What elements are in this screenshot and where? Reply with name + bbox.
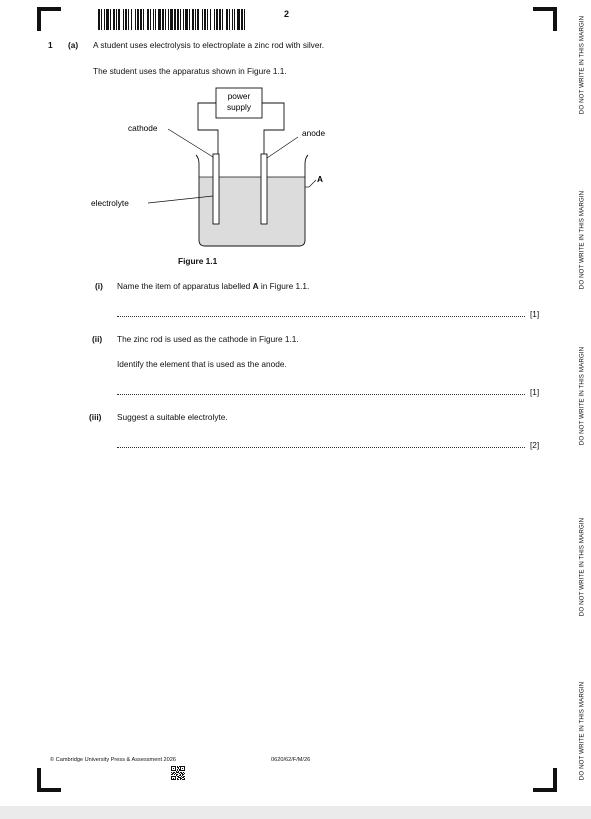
margin-notice-1: DO NOT WRITE IN THIS MARGIN [578, 15, 586, 115]
wire-anode [262, 103, 284, 154]
subpart-ii-statement: The zinc rod is used as the cathode in Figure 1.1. [117, 334, 299, 344]
page-number: 2 [284, 9, 290, 19]
figure-electrolysis-apparatus [80, 82, 360, 252]
anode-rod [261, 154, 267, 224]
power-supply-label-1: power [227, 91, 251, 101]
margin-notice-5: DO NOT WRITE IN THIS MARGIN [578, 681, 586, 781]
label-a: A [317, 174, 323, 184]
question-number: 1 [48, 40, 53, 50]
question-part: (a) [68, 40, 79, 50]
qr-code [171, 766, 185, 780]
answer-line-i[interactable] [117, 316, 525, 317]
power-supply-label-2: supply [227, 102, 251, 112]
subpart-ii-number: (ii) [92, 334, 103, 344]
answer-line-iii[interactable] [117, 447, 525, 448]
corner-mark-top-right [533, 7, 557, 31]
cathode-label: cathode [128, 123, 158, 133]
marks-iii: [2] [530, 440, 540, 450]
margin-column [573, 0, 591, 806]
corner-mark-bottom-right [533, 768, 557, 792]
subpart-ii-question: Identify the element that is used as the anode. [117, 359, 287, 369]
apparatus-line: The student uses the apparatus shown in Figure 1.1. [93, 66, 287, 76]
figure-caption: Figure 1.1 [178, 256, 218, 266]
electrolyte-label: electrolyte [91, 198, 129, 208]
wire-cathode [198, 103, 218, 154]
anode-label: anode [302, 128, 326, 138]
subpart-iii-question: Suggest a suitable electrolyte. [117, 412, 228, 422]
marks-ii: [1] [530, 387, 540, 397]
answer-line-ii[interactable] [117, 394, 525, 395]
margin-notice-4: DO NOT WRITE IN THIS MARGIN [578, 517, 586, 617]
margin-notice-2: DO NOT WRITE IN THIS MARGIN [578, 190, 586, 290]
corner-mark-top-left [37, 7, 61, 31]
cathode-rod [213, 154, 219, 224]
subpart-i-question: Name the item of apparatus labelled A in Figure 1.1. [117, 281, 310, 291]
subpart-iii-number: (iii) [89, 412, 102, 422]
marks-i: [1] [530, 309, 540, 319]
question-intro: A student uses electrolysis to electroplate a zinc rod with silver. [93, 40, 325, 50]
footer-code: 0620/62/F/M/26 [271, 757, 311, 763]
corner-mark-bottom-left [37, 768, 61, 792]
barcode [98, 9, 246, 30]
footer-copyright: © Cambridge University Press & Assessment 2026 [50, 757, 176, 763]
subpart-i-number: (i) [95, 281, 103, 291]
margin-notice-3: DO NOT WRITE IN THIS MARGIN [578, 346, 586, 446]
page-bottom-strip [0, 806, 591, 819]
